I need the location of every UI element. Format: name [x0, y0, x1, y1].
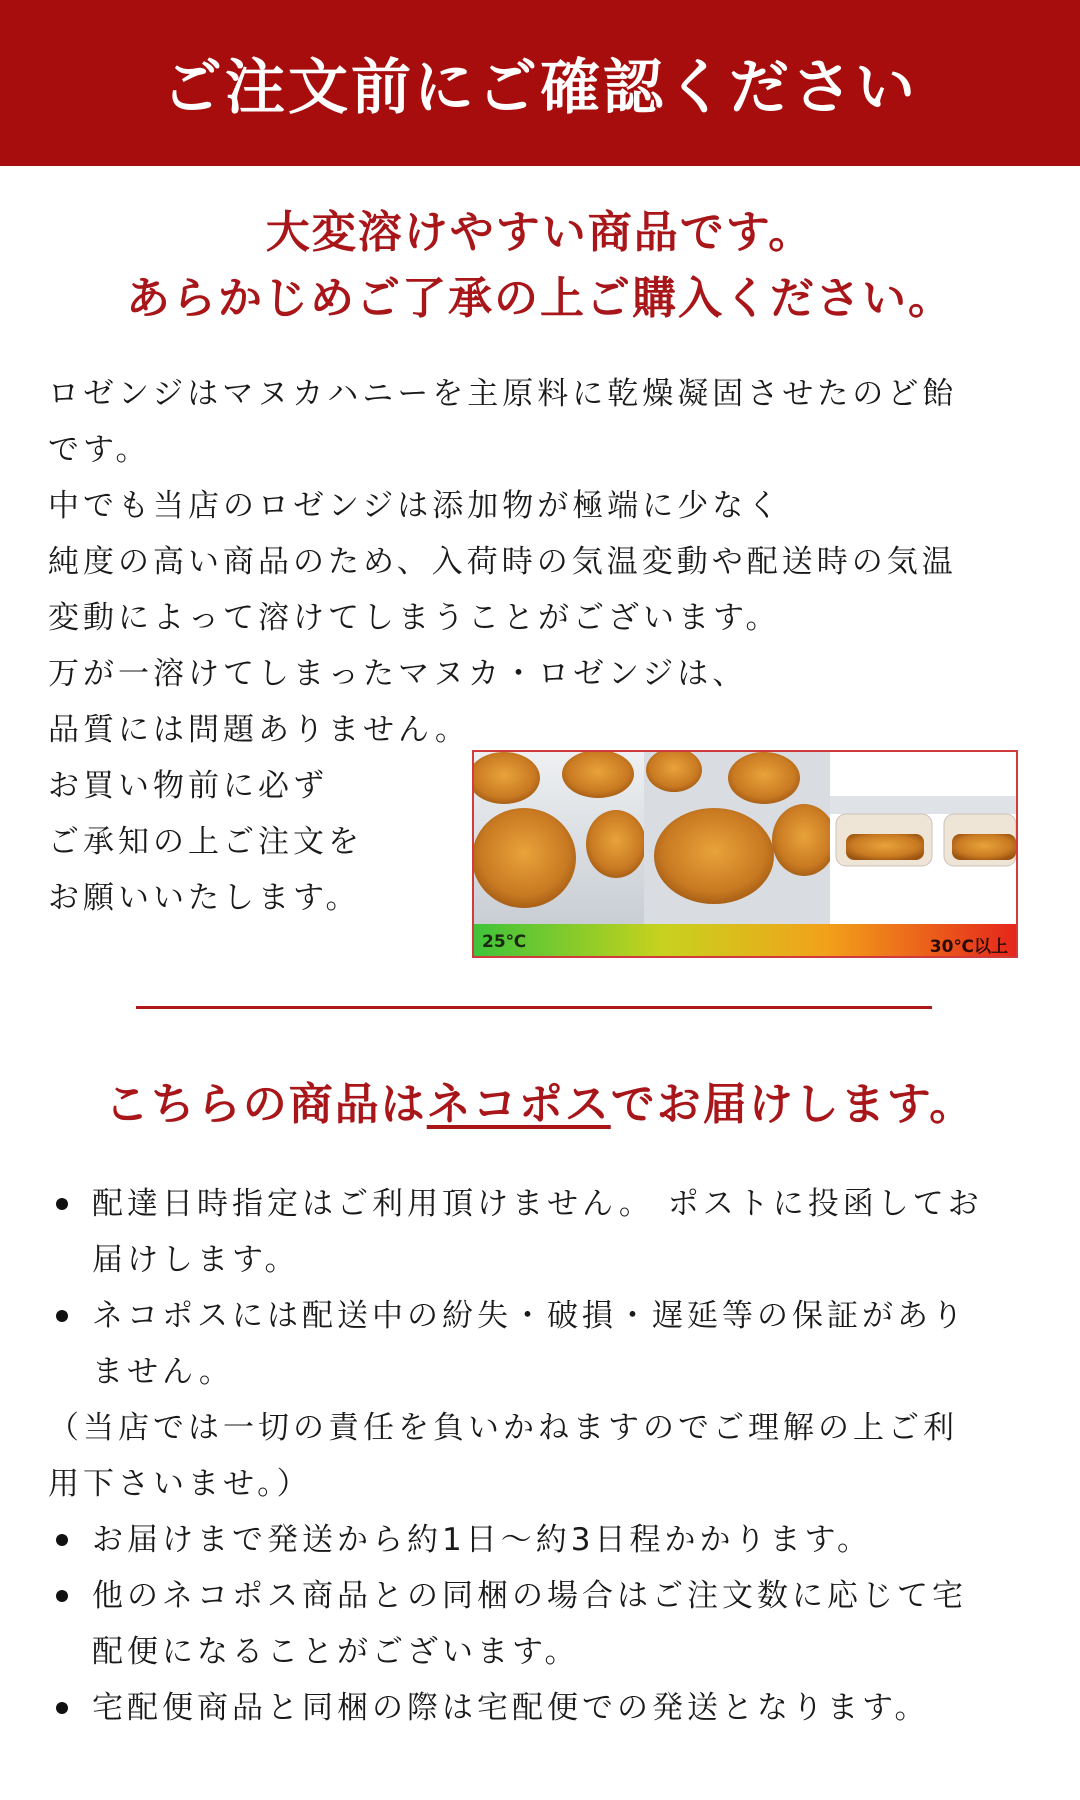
list-item [48, 1680, 1048, 1736]
description-line: ご承知の上ご注文を [48, 824, 363, 860]
lozenge-photo-illustration [474, 752, 1016, 956]
temp-high-label: 30℃以上 [929, 937, 1008, 957]
description-line: 中でも当店のロゼンジは添加物が極端に少なく [48, 488, 783, 524]
list-item [48, 1176, 1048, 1288]
bullet-icon [56, 1702, 68, 1714]
description-line: 万が一溶けてしまったマヌカ・ロゼンジは、 [48, 656, 748, 692]
melt-warning-line-1: 大変溶けやすい商品です。 [265, 207, 815, 258]
delivery-prefix: こちらの商品は [104, 1079, 427, 1130]
note-line: ネコポスには配送中の紛失・破損・遅延等の保証があり [92, 1298, 967, 1334]
temp-low-label: 25℃ [482, 932, 527, 952]
note-line: ません。 [92, 1354, 234, 1390]
lozenge-melting-photo [472, 750, 1018, 958]
note-line: お届けまで発送から約1日〜約3日程かかります。 [92, 1522, 872, 1558]
note-line: 用下さいませ。） [48, 1466, 312, 1502]
bullet-icon [56, 1310, 68, 1322]
note-line: 配達日時指定はご利用頂けません。 ポストに投函してお [92, 1186, 983, 1222]
disclaimer-note [48, 1400, 1048, 1512]
description-line: お買い物前に必ず [48, 768, 328, 804]
list-item [48, 1288, 1048, 1400]
note-line: 配便になることがございます。 [92, 1634, 580, 1670]
note-line: 他のネコポス商品との同梱の場合はご注文数に応じて宅 [92, 1578, 967, 1614]
delivery-method-heading [0, 1068, 1080, 1132]
notice-title: ご注文前にご確認ください [162, 53, 918, 123]
list-item [48, 1568, 1048, 1680]
melt-warning-line-2: あらかじめご了承の上ご購入ください。 [126, 273, 954, 324]
note-line: 届けします。 [92, 1242, 300, 1278]
bullet-icon [56, 1198, 68, 1210]
notice-header [0, 0, 1080, 166]
delivery-suffix: でお届けします。 [610, 1079, 976, 1130]
delivery-method-link[interactable]: ネコポス [426, 1079, 611, 1130]
description-line: 品質には問題ありません。 [48, 712, 470, 748]
bullet-icon [56, 1534, 68, 1546]
note-line: 宅配便商品と同梱の際は宅配便での発送となります。 [92, 1690, 930, 1726]
description-line: 変動によって溶けてしまうことがございます。 [48, 600, 781, 636]
bullet-icon [56, 1590, 68, 1602]
description-line: です。 [48, 432, 151, 468]
note-line: （当店では一切の責任を負いかねますのでご理解の上ご利 [48, 1410, 958, 1446]
description-line: ロゼンジはマヌカハニーを主原料に乾燥凝固させたのど飴 [48, 376, 958, 412]
description-line: お願いいたします。 [48, 880, 361, 916]
description-line: 純度の高い商品のため、入荷時の気温変動や配送時の気温 [48, 544, 957, 580]
list-item [48, 1512, 1048, 1568]
shipping-notes-list [48, 1176, 1048, 1736]
section-divider [136, 1006, 932, 1009]
